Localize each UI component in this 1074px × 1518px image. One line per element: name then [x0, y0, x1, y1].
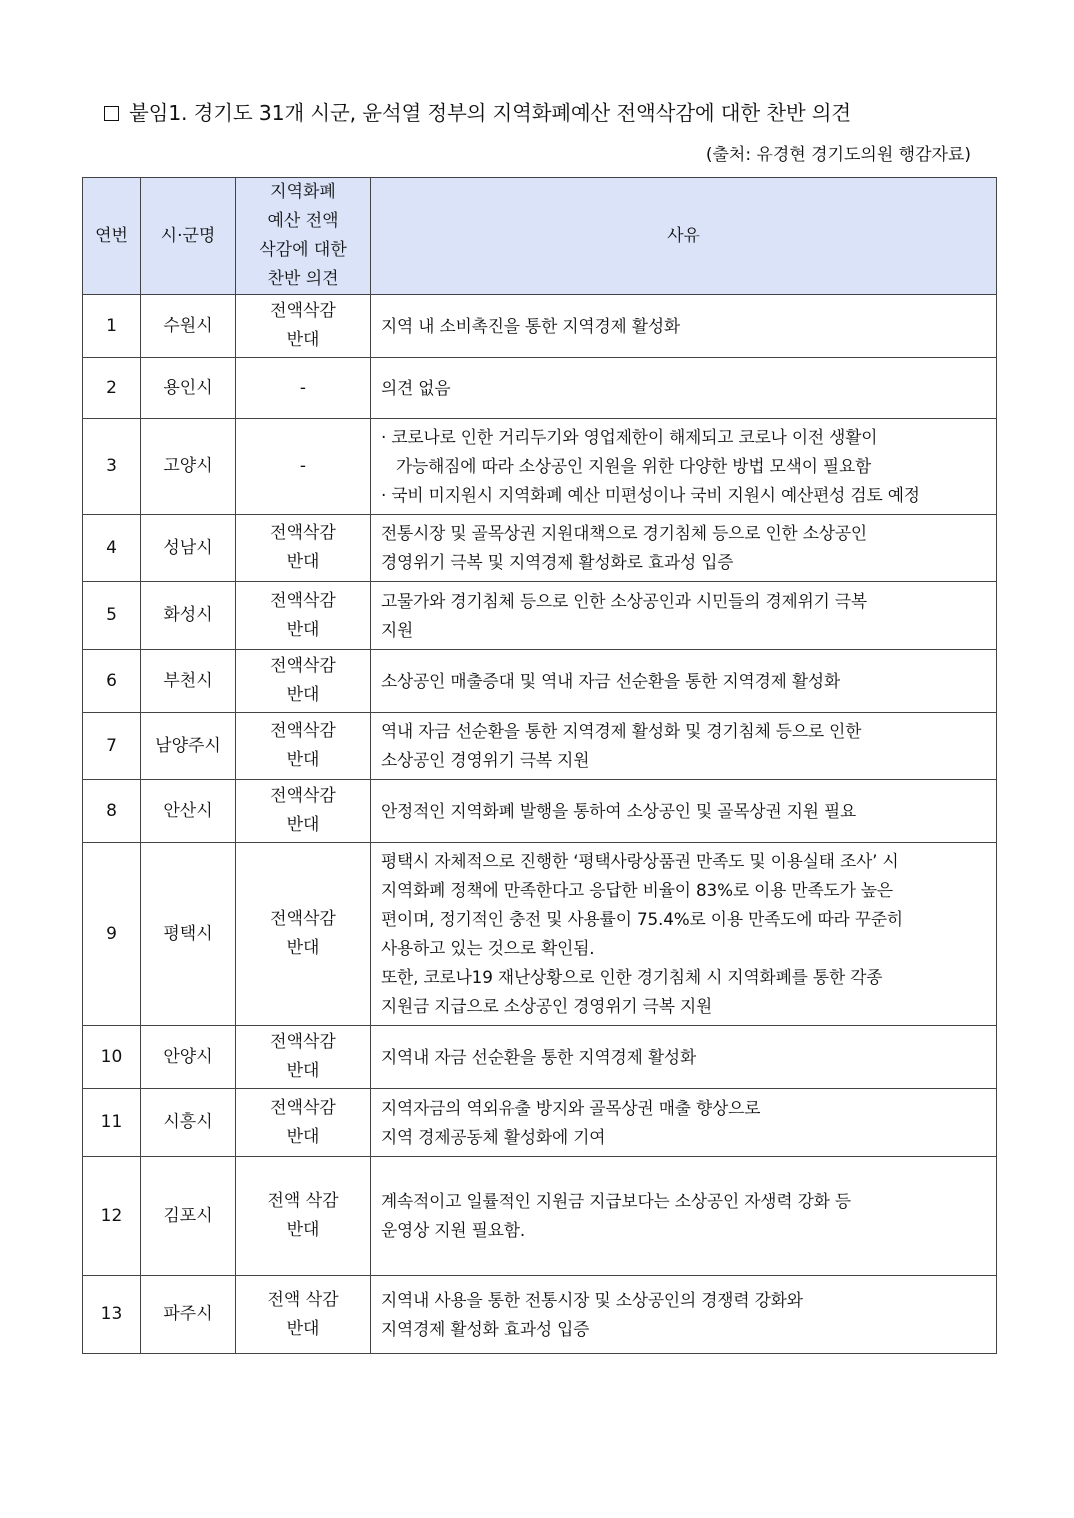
- cell-reason: [371, 1276, 997, 1354]
- table-row: [83, 419, 997, 515]
- cell-no: 9: [83, 843, 141, 1026]
- reason-line: 지역 내 소비촉진을 통한 지역경제 활성화: [381, 315, 680, 336]
- cell-no: 11: [83, 1089, 141, 1157]
- reason-line: 지원: [381, 619, 414, 640]
- reason-line: 지원금 지급으로 소상공인 경영위기 극복 지원: [381, 996, 713, 1016]
- reason-line: · 코로나로 인한 거리두기와 영업제한이 해제되고 코로나 이전 생활이: [381, 427, 878, 447]
- reason-line: 지역내 자금 선순환을 통한 지역경제 활성화: [381, 1046, 697, 1067]
- cell-city: 남양주시: [141, 713, 236, 780]
- cell-reason: [371, 843, 997, 1026]
- reason-line: 고물가와 경기침체 등으로 인한 소상공인과 시민들의 경제위기 극복: [381, 590, 867, 611]
- cell-opinion: [236, 515, 371, 582]
- opinion-line: 전액 삭감: [267, 1289, 339, 1310]
- reason-line: 역내 자금 선순환을 통한 지역경제 활성화 및 경기침체 등으로 인한: [381, 721, 862, 741]
- cell-opinion: [236, 1026, 371, 1089]
- cell-reason: [371, 358, 997, 419]
- cell-no: 13: [83, 1276, 141, 1354]
- cell-city: 시흥시: [141, 1089, 236, 1157]
- table-header-row: [83, 178, 997, 295]
- table-row: [83, 650, 997, 713]
- opinion-line: 반대: [286, 552, 320, 572]
- header-opinion-line: 삭감에 대한: [259, 240, 347, 260]
- opinion-line: 전액삭감: [270, 1097, 336, 1118]
- cell-no: 5: [83, 582, 141, 650]
- cell-opinion: [236, 713, 371, 780]
- cell-no: 4: [83, 515, 141, 582]
- opinion-line: 전액삭감: [270, 721, 336, 741]
- reason-line: 계속적이고 일률적인 지원금 지급보다는 소상공인 자생력 강화 등: [381, 1191, 851, 1211]
- reason-line: 평택시 자체적으로 진행한 ‘평택사랑상품권 만족도 및 이용실태 조사’ 시: [381, 851, 899, 871]
- cell-city: 성남시: [141, 515, 236, 582]
- reason-line: 편이며, 정기적인 충전 및 사용률이 75.4%로 이용 만족도에 따라 꾸준히: [381, 909, 903, 929]
- table-body: [83, 295, 997, 1354]
- cell-opinion: [236, 358, 371, 419]
- cell-no: 6: [83, 650, 141, 713]
- cell-reason: [371, 1089, 997, 1157]
- cell-reason: [371, 295, 997, 358]
- reason-line: 경영위기 극복 및 지역경제 활성화로 효과성 입증: [381, 552, 734, 572]
- cell-opinion: [236, 1157, 371, 1276]
- reason-line: 또한, 코로나19 재난상황으로 인한 경기침체 시 지역화폐를 통한 각종: [381, 967, 883, 987]
- opinion-line: 전액삭감: [270, 590, 336, 611]
- cell-city: 파주시: [141, 1276, 236, 1354]
- cell-no: 10: [83, 1026, 141, 1089]
- cell-reason: [371, 1026, 997, 1089]
- source-note: (출처: 유경현 경기도의원 행감자료): [705, 145, 971, 165]
- checkbox-square-icon: [104, 106, 119, 121]
- reason-line: 지역 경제공동체 활성화에 기여: [381, 1126, 606, 1147]
- reason-line: 지역자금의 역외유출 방지와 골목상권 매출 향상으로: [381, 1097, 761, 1118]
- cell-no: 2: [83, 358, 141, 419]
- cell-city: 수원시: [141, 295, 236, 358]
- reason-line: 운영상 지원 필요함.: [381, 1220, 526, 1240]
- reason-line: 안정적인 지역화폐 발행을 통하여 소상공인 및 골목상권 지원 필요: [381, 800, 857, 821]
- table-row: [83, 1276, 997, 1354]
- table-row: [83, 582, 997, 650]
- cell-opinion: [236, 295, 371, 358]
- cell-opinion: [236, 650, 371, 713]
- opinion-line: 반대: [286, 1318, 320, 1339]
- cell-city: 용인시: [141, 358, 236, 419]
- opinion-line: 반대: [286, 1220, 320, 1240]
- reason-line: 의견 없음: [381, 377, 451, 398]
- table-row: [83, 1089, 997, 1157]
- opinion-line: 반대: [286, 815, 320, 835]
- cell-no: 8: [83, 780, 141, 843]
- reason-line: 소상공인 경영위기 극복 지원: [381, 750, 590, 770]
- cell-city: 김포시: [141, 1157, 236, 1276]
- reason-line: · 국비 미지원시 지역화폐 예산 미편성이나 국비 지원시 예산편성 검토 예정: [381, 485, 920, 505]
- header-opinion-line: 찬반 의견: [267, 269, 339, 289]
- cell-reason: [371, 582, 997, 650]
- cell-no: 1: [83, 295, 141, 358]
- cell-reason: [371, 780, 997, 843]
- table-row: [83, 1157, 997, 1276]
- opinion-line: 전액 삭감: [267, 1191, 339, 1211]
- table-row: [83, 515, 997, 582]
- cell-opinion: [236, 780, 371, 843]
- header-opinion: [236, 178, 371, 295]
- reason-line: 가능해짐에 따라 소상공인 지원을 위한 다양한 방법 모색이 필요함: [396, 456, 872, 476]
- header-opinion-line: 예산 전액: [267, 211, 339, 231]
- opinion-line: 반대: [286, 685, 320, 705]
- opinion-line: 반대: [286, 330, 320, 350]
- cell-opinion: [236, 582, 371, 650]
- cell-opinion: [236, 843, 371, 1026]
- title-text: 붙임1. 경기도 31개 시군, 윤석열 정부의 지역화폐예산 전액삭감에 대한 찬반 의견: [129, 101, 852, 125]
- opinion-line: 전액삭감: [270, 656, 336, 676]
- opinion-line: 반대: [286, 619, 320, 640]
- opinion-line: 반대: [286, 1126, 320, 1147]
- opinion-table: [82, 177, 997, 1354]
- opinion-line: 전액삭감: [270, 523, 336, 543]
- cell-city: 고양시: [141, 419, 236, 515]
- cell-city: 평택시: [141, 843, 236, 1026]
- header-reason: 사유: [371, 178, 997, 295]
- opinion-line: 반대: [286, 750, 320, 770]
- opinion-line: -: [299, 377, 307, 398]
- cell-city: 화성시: [141, 582, 236, 650]
- cell-no: 7: [83, 713, 141, 780]
- opinion-line: 전액삭감: [270, 301, 336, 321]
- cell-city: 안산시: [141, 780, 236, 843]
- reason-line: 소상공인 매출증대 및 역내 자금 선순환을 통한 지역경제 활성화: [381, 670, 841, 691]
- table-row: [83, 713, 997, 780]
- reason-line: 사용하고 있는 것으로 확인됨.: [381, 938, 595, 958]
- cell-reason: [371, 515, 997, 582]
- document-title: [104, 96, 984, 126]
- cell-reason: [371, 650, 997, 713]
- table-row: [83, 780, 997, 843]
- cell-no: 12: [83, 1157, 141, 1276]
- cell-opinion: [236, 1089, 371, 1157]
- reason-line: 지역경제 활성화 효과성 입증: [381, 1318, 590, 1339]
- header-no: 연번: [83, 178, 141, 295]
- cell-reason: [371, 419, 997, 515]
- cell-city: 안양시: [141, 1026, 236, 1089]
- table-row: [83, 843, 997, 1026]
- cell-reason: [371, 713, 997, 780]
- reason-line: 전통시장 및 골목상권 지원대책으로 경기침체 등으로 인한 소상공인: [381, 523, 867, 543]
- opinion-line: 전액삭감: [270, 786, 336, 806]
- cell-opinion: [236, 419, 371, 515]
- cell-no: 3: [83, 419, 141, 515]
- header-opinion-line: 지역화폐: [270, 182, 336, 202]
- opinion-line: 반대: [286, 1061, 320, 1081]
- reason-line: 지역화폐 정책에 만족한다고 응답한 비율이 83%로 이용 만족도가 높은: [381, 880, 893, 900]
- opinion-line: -: [299, 456, 307, 476]
- cell-reason: [371, 1157, 997, 1276]
- opinion-line: 반대: [286, 938, 320, 958]
- reason-line: 지역내 사용을 통한 전통시장 및 소상공인의 경쟁력 강화와: [381, 1289, 803, 1310]
- opinion-line: 전액삭감: [270, 909, 336, 929]
- opinion-line: 전액삭감: [270, 1032, 336, 1052]
- cell-city: 부천시: [141, 650, 236, 713]
- cell-opinion: [236, 1276, 371, 1354]
- header-city: 시·군명: [141, 178, 236, 295]
- table-row: [83, 1026, 997, 1089]
- table-row: [83, 295, 997, 358]
- table-row: [83, 358, 997, 419]
